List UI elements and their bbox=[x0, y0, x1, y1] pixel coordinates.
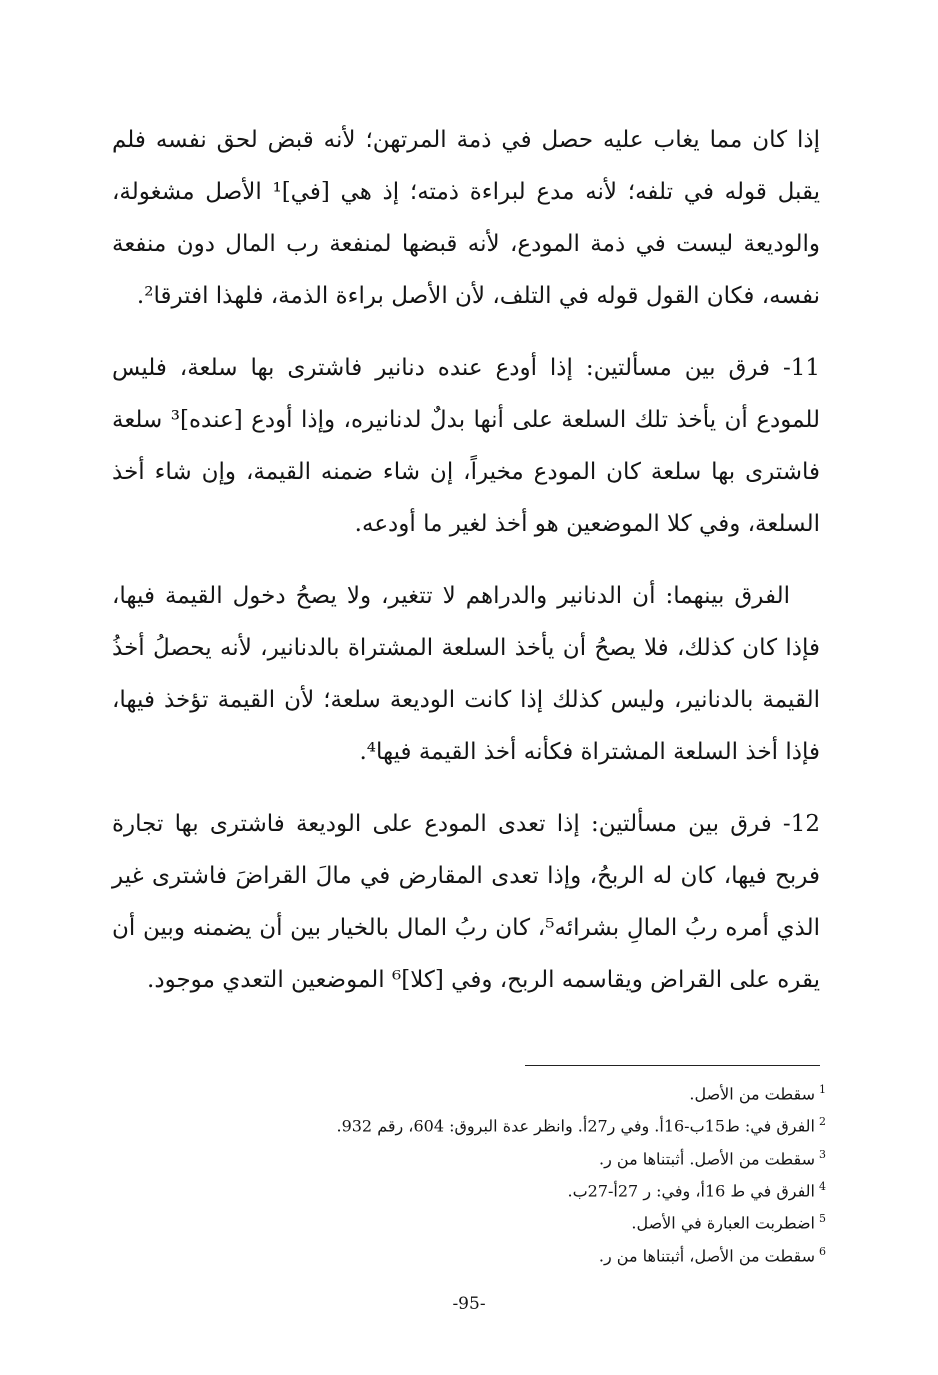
footnote-item bbox=[226, 1238, 826, 1270]
footnote-item bbox=[226, 1076, 826, 1108]
footnote-separator bbox=[525, 1065, 820, 1066]
footnote-item bbox=[226, 1108, 826, 1140]
footnote-text: الفرق في: ط15ب-16أ. وفي ر27أ. وانظر عدة البروق: 604، رقم 932. bbox=[336, 1116, 815, 1136]
footnote-text: اضطربت العبارة في الأصل. bbox=[631, 1213, 815, 1233]
footnote-item bbox=[226, 1205, 826, 1237]
footnote-text: سقطت من الأصل، أثبتناها من ر. bbox=[598, 1245, 815, 1265]
footnote-number: 1 bbox=[819, 1083, 826, 1096]
paragraph-difference: الفرق بينهما: أن الدنانير والدراهم لا تتغير، ولا يصحُ دخول القيمة فيها، فإذا كان كذلك، فلا يصحُ أن يأخذ السلعة المشتراة بالدنانير، لأنه يحصلُ أخذُ القيمة بالدنانير، وليس كذلك إذا كانت الوديعة سلعة؛ لأن القيمة تؤخذ فيها، فإذا أخذ السلعة المشتراة فكأنه أخذ القيمة فيها⁴. bbox=[112, 583, 820, 765]
paragraph-item-12: 12- فرق بين مسألتين: إذا تعدى المودع على الوديعة فاشترى بها تجارة فربح فيها، كان له الربحُ، وإذا تعدى المقارض في مالَ القراضَ فاشترى غير الذي أمره ربُ المالِ بشرائه⁵، كان ربُ المال بالخيار بين أن يضمنه وبين أن يقره على القراض ويقاسمه الربح، وفي [كلا]⁶ الموضعين التعدي موجود. bbox=[112, 811, 820, 993]
footnote-item bbox=[226, 1173, 826, 1205]
footnotes-list bbox=[226, 1076, 826, 1270]
footnote-text: سقطت من الأصل. bbox=[689, 1084, 815, 1104]
paragraph-continuation: إذا كان مما يغاب عليه حصل في ذمة المرتهن؛ لأنه قبض لحق نفسه فلم يقبل قوله في تلفه؛ لأنه مدع لبراءة ذمته؛ إذ هي [في]¹ الأصل مشغولة، والوديعة ليست في ذمة المودع، لأنه قبضها لمنفعة رب المال دون منفعة نفسه، فكان القول قوله في التلف، لأن الأصل براءة الذمة، فلهذا افترقا². bbox=[112, 127, 820, 309]
footnote-text: الفرق في ط 16أ، وفي: ر 27أ-27ب. bbox=[567, 1181, 815, 1201]
paragraph-item-11: 11- فرق بين مسألتين: إذا أودع عنده دنانير فاشترى بها سلعة، فليس للمودع أن يأخذ تلك السلعة على أنها بدلٌ لدنانيره، وإذا أودع [عنده]³ سلعة فاشترى بها سلعة كان المودع مخيراً، إن شاء ضمنه القيمة، وإن شاء أخذ السلعة، وفي كلا الموضعين هو أخذ لغير ما أودعه. bbox=[112, 355, 820, 537]
footnote-number: 5 bbox=[819, 1212, 826, 1226]
footnote-number: 4 bbox=[819, 1179, 826, 1193]
footnote-number: 6 bbox=[819, 1244, 826, 1258]
footnote-item bbox=[226, 1141, 826, 1173]
page-number: -95- bbox=[452, 1294, 486, 1314]
body-text bbox=[112, 114, 820, 1006]
footnote-number: 3 bbox=[819, 1147, 826, 1161]
footnote-text: سقطت من الأصل. أثبتناها من ر. bbox=[598, 1148, 815, 1168]
footnote-number: 2 bbox=[819, 1115, 826, 1129]
